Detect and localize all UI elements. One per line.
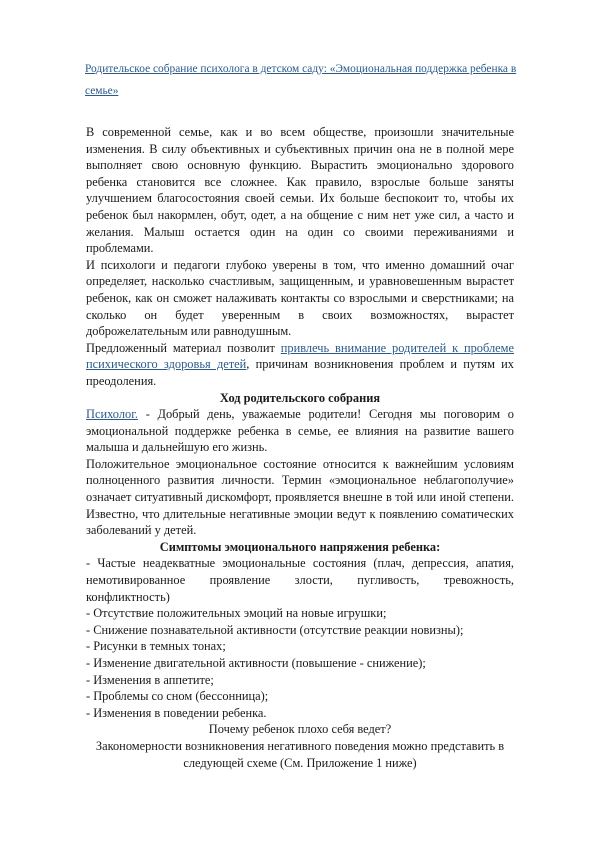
symptom-item: - Изменение двигательной активности (повышение - снижение); xyxy=(86,656,426,670)
paragraph-psychologists: И психологи и педагоги глубоко уверены в том, что именно домашний очаг определяет, насколько счастливым, защищенным, и уравновешенным вырастет ребенок, как он сможет налаживать контакты со взрослыми и сверстниками; на сколько он будет уверенным в своих возможностях, вырастет доброжелательным или равнодушным. xyxy=(86,257,514,339)
symptom-item: - Рисунки в темных тонах; xyxy=(86,639,226,654)
symptom-item: - Отсутствие положительных эмоций на новые игрушки; xyxy=(86,606,387,621)
paragraph-emotional-state: Положительное эмоциональное состояние относится к важнейшим условиям полноценного развития личности. Термин «эмоциональное неблагополучие» означает ситуативный дискомфорт, проявляется внешне в той или иной степени. Известно, что длительные негативные эмоции ведут к появлению соматических заболеваний у детей. xyxy=(86,456,514,538)
intro-paragraph: В современной семье, как и во всем обществе, произошли значительные изменения. В силу объективных и субъективных причин она не в полной мере выполняет свою основную функцию. Вырастить эмоционально здорового ребенка становится все сложнее. Как правило, взрослые больше заняты улучшением благосостояния своей семьи. Их больше беспокоит то, чтобы их ребенок был накормлен, обут, одет, а на общение с ним нет уже сил, а часто и желания. Малыш остается один на один со своими переживаниями и проблемами. xyxy=(86,125,514,256)
symptoms-heading: Симптомы эмоционального напряжения ребенка: xyxy=(159,539,441,554)
symptom-item: - Изменения в аппетите; xyxy=(86,672,214,687)
material-text-after: , причинам возникновения проблем и путям их преодоления. xyxy=(86,357,514,388)
psychologist-greeting-text: - Добрый день, уважаемые родители! Сегодня мы поговорим о эмоциональной поддержке ребенка в семье, ее влияния на развитие вашего малыша и дальнейшую его жизнь. xyxy=(86,407,514,455)
symptom-item: - Проблемы со сном (бессонница); xyxy=(86,689,269,704)
symptom-item: - Изменения в поведении ребенка. xyxy=(86,705,267,720)
closing-paragraph: Закономерности возникновения негативного поведения можно представить в следующей схеме (См. Приложение 1 ниже) xyxy=(95,738,505,770)
psychologist-label[interactable]: Психолог. xyxy=(86,407,138,422)
document-title[interactable] xyxy=(85,58,525,102)
title-link[interactable]: Родительское собрание психолога в детском саду: «Эмоциональная поддержка ребенка в семье» xyxy=(85,63,517,97)
material-text-before: Предложенный материал позволит xyxy=(86,340,281,355)
meeting-heading: Ход родительского собрания xyxy=(219,390,381,405)
symptom-item: - Частые неадекватные эмоциональные состояния (плач, депрессия, апатия, немотивированное проявление злости, пугливость, тревожность, конфликтность) xyxy=(86,556,514,604)
material-link[interactable]: привлечь внимание родителей к проблеме психического здоровья детей xyxy=(86,340,514,372)
psychologist-greeting xyxy=(86,406,514,456)
paragraph-material xyxy=(86,340,514,390)
document-body xyxy=(86,124,514,771)
question-heading: Почему ребенок плохо себя ведет? xyxy=(208,722,392,737)
symptom-item: - Снижение познавательной активности (отсутствие реакции новизны); xyxy=(86,622,464,637)
